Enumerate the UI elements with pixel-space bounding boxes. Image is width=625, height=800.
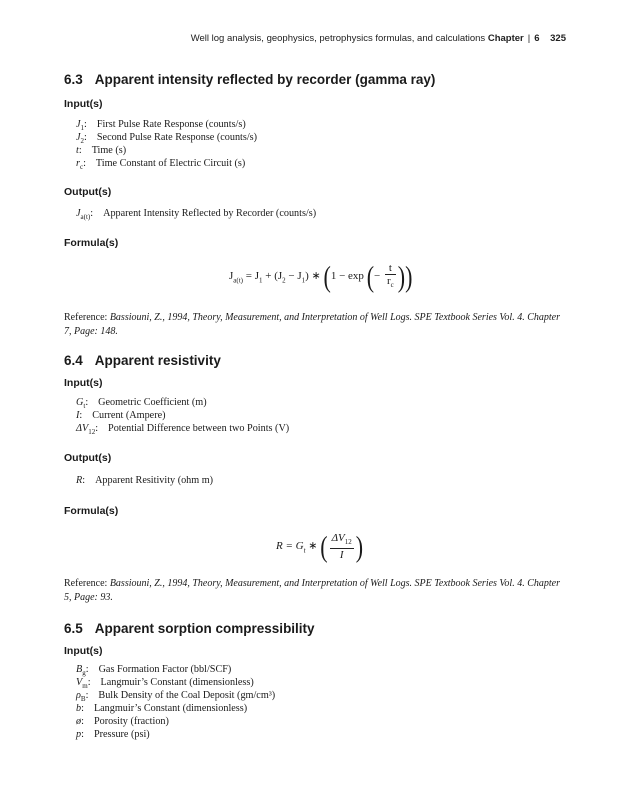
input-variable: $\rho_B$: Bulk Density of the Coal Deposit (gm/cm³) — [76, 690, 276, 704]
output-variable: $J_{a(t)}$: Apparent Intensity Reflected by Recorder (counts/s) — [76, 208, 317, 222]
output-heading: Output(s) — [64, 186, 112, 198]
input-variable: $J_2$: Second Pulse Rate Response (counts/s) — [76, 132, 258, 146]
input-variable: ø: Porosity (fraction) — [76, 716, 169, 727]
page-number: 325 — [550, 33, 566, 44]
input-variable: $\Delta V_{12}$: Potential Difference between two Points (V) — [76, 423, 290, 437]
formula-heading: Formula(s) — [64, 505, 119, 517]
input-variable: p: Pressure (psi) — [76, 729, 150, 740]
reference: Reference: Bassiouni, Z., 1994, Theory, Measurement, and Interpretation of Well Logs. SPE Textbook Series Vol. 4. Chapter 7, Page: 148. — [64, 312, 560, 337]
section-heading-6-4: 6.4 Apparent resistivity — [64, 353, 221, 368]
input-variable: b: Langmuir’s Constant (dimensionless) — [76, 703, 248, 714]
input-variable: $G_t$: Geometric Coefficient (m) — [76, 397, 207, 411]
input-variable: $r_c$: Time Constant of Electric Circuit (s) — [76, 158, 246, 172]
input-variable: I: Current (Ampere) — [76, 410, 166, 421]
output-heading: Output(s) — [64, 452, 112, 464]
chapter-label: Chapter — [487, 33, 524, 44]
section-heading-6-3: 6.3 Apparent intensity reflected by recorder (gamma ray) — [64, 72, 436, 87]
input-heading: Input(s) — [64, 98, 103, 110]
formula-apparent-intensity: $J_{a(t)} = J_1 + (J_2 - J_1)$ ∗ (1 − exp (− $\frac{t}{r_c}$ )) — [229, 259, 413, 293]
formula-apparent-resistivity: $R = G_t$ ∗ ( $\frac{\Delta V_{12}}{I}$ ) — [276, 529, 364, 563]
running-header: Well log analysis, geophysics, petrophysics formulas, and calculations Chapter | 6 325 — [190, 33, 566, 44]
formula-heading: Formula(s) — [64, 237, 119, 249]
chapter-number: 6 — [534, 33, 540, 44]
running-title: Well log analysis, geophysics, petrophysics formulas, and calculations — [190, 33, 486, 44]
input-variable: $B_g$: Gas Formation Factor (bbl/SCF) — [76, 664, 232, 678]
section-heading-6-5: 6.5 Apparent sorption compressibility — [64, 621, 315, 636]
input-variable: $J_1$: First Pulse Rate Response (counts/s) — [76, 119, 246, 133]
reference: Reference: Bassiouni, Z., 1994, Theory, Measurement, and Interpretation of Well Logs. SPE Textbook Series Vol. 4. Chapter 5, Page: 93. — [64, 578, 560, 603]
input-heading: Input(s) — [64, 377, 103, 389]
output-variable: R: Apparent Resitivity (ohm m) — [76, 475, 214, 486]
input-variable: $V_m$: Langmuir’s Constant (dimensionless) — [76, 677, 254, 691]
input-variable: t: Time (s) — [76, 145, 127, 156]
input-heading: Input(s) — [64, 645, 103, 657]
